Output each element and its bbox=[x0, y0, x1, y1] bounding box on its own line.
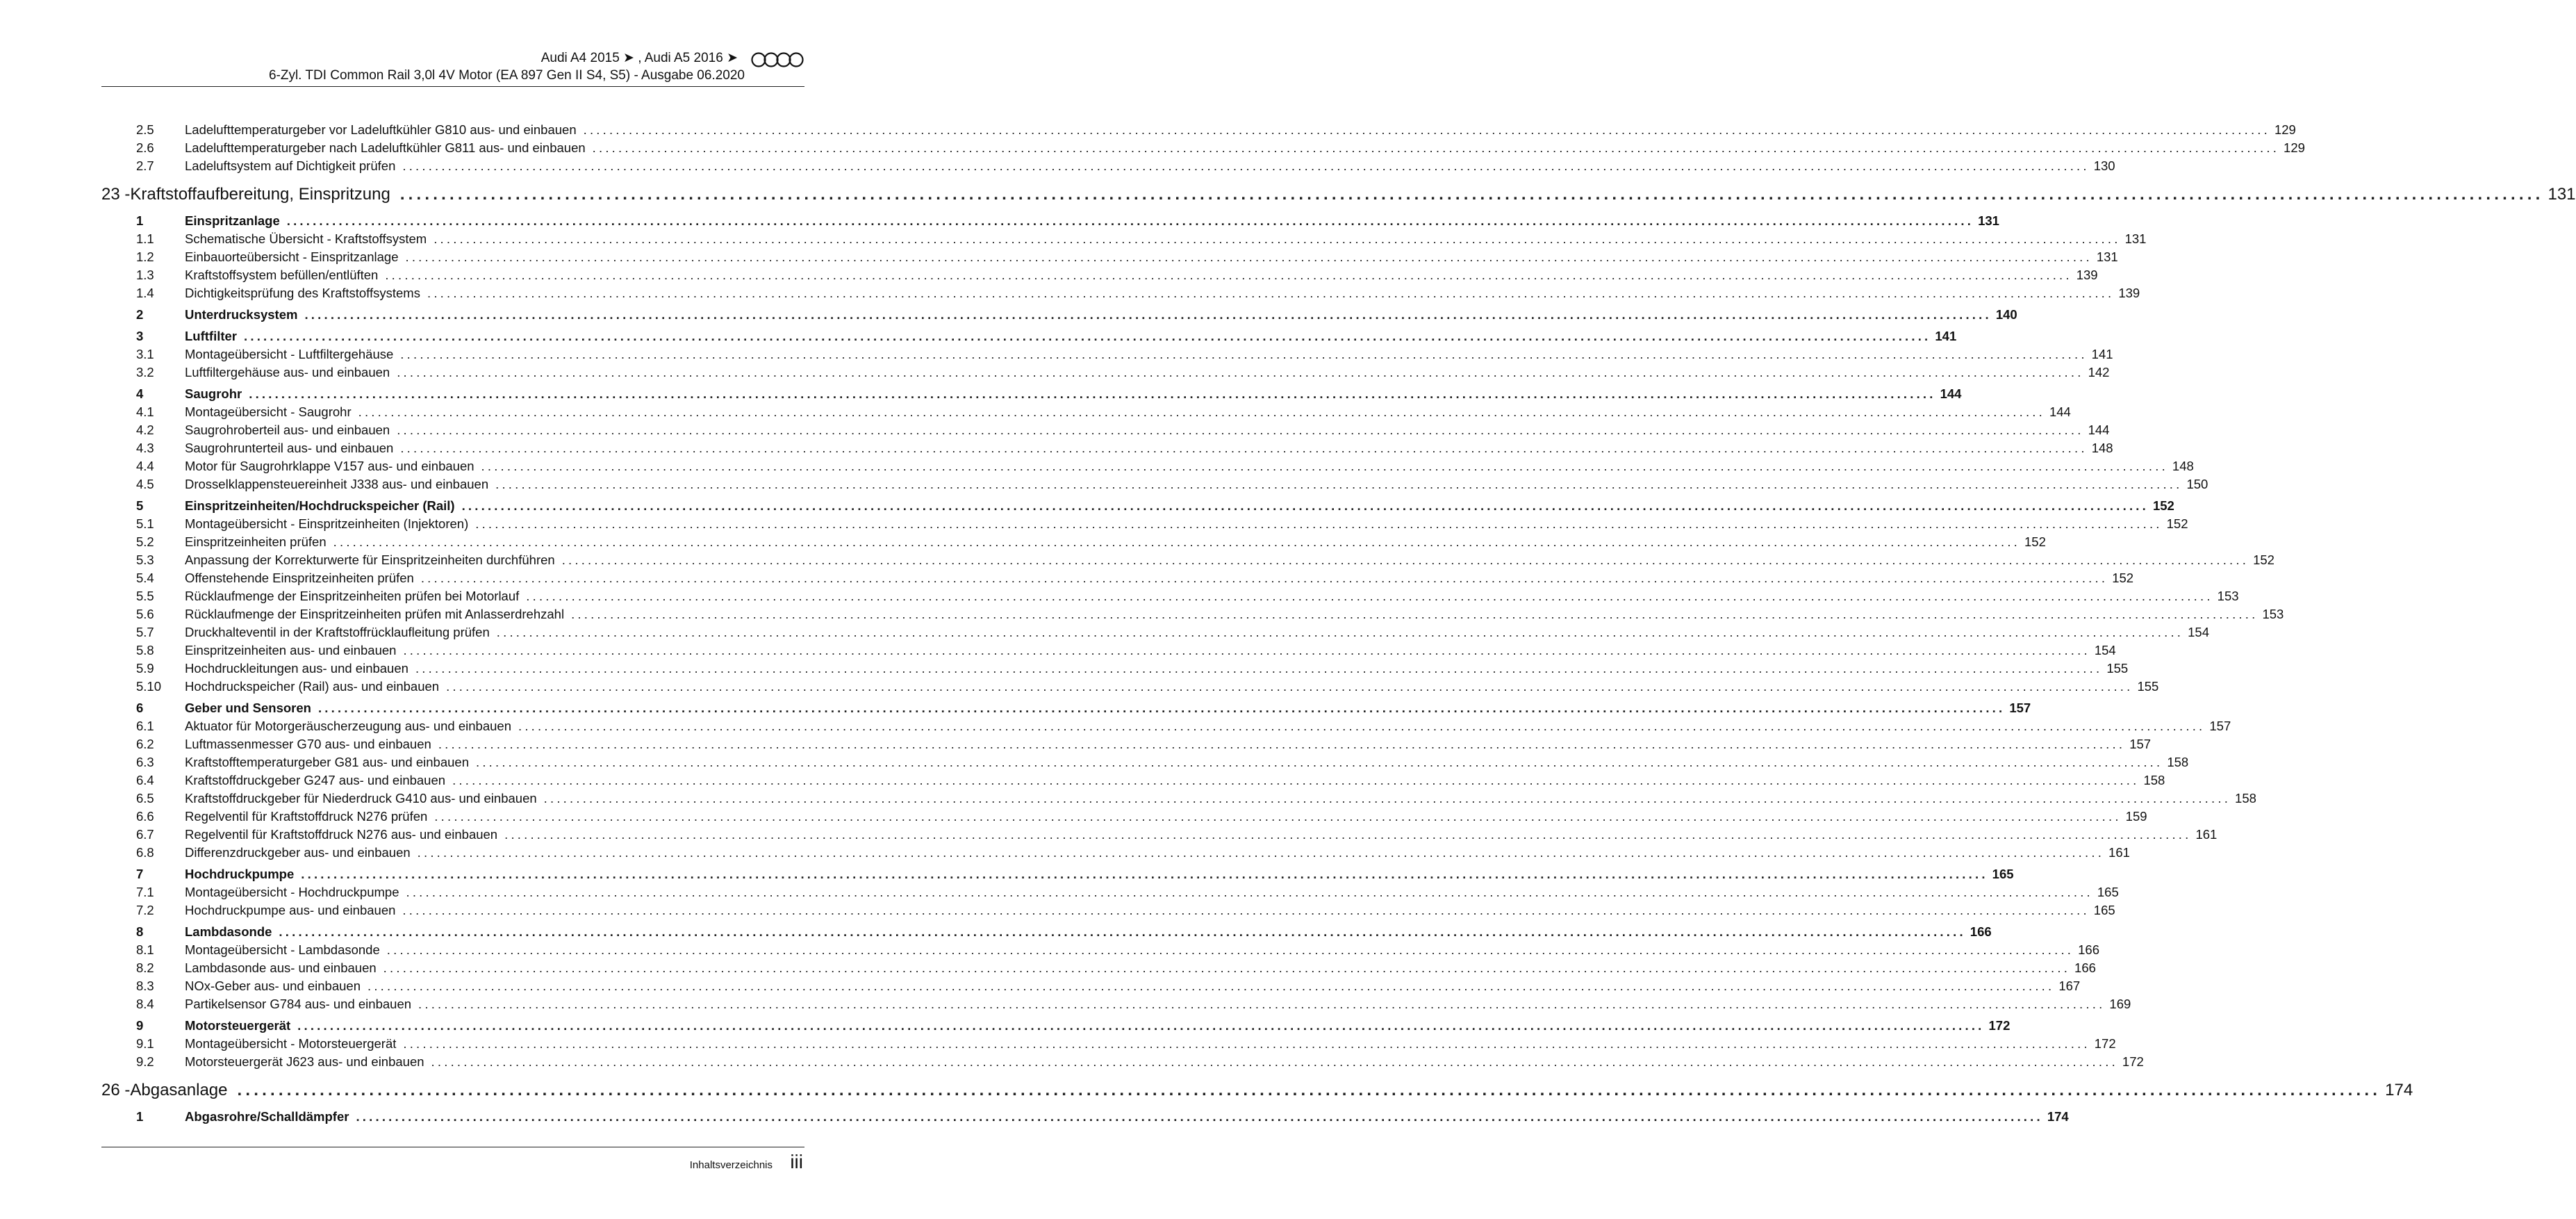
toc-entry-page: 131 bbox=[2124, 231, 2147, 246]
toc-entry-number: 5.3 bbox=[136, 553, 154, 567]
toc-entry-title: Ladelufttemperaturgeber vor Ladeluftkühler G810 aus- und einbauen bbox=[185, 122, 577, 137]
toc-entry-page: 172 bbox=[1988, 1018, 2011, 1033]
toc-entry-page: 158 bbox=[2235, 791, 2256, 805]
toc-entry-number: 4.3 bbox=[136, 441, 154, 455]
toc-dot-leader: .................................................................................................................................................................................................................................................................... bbox=[481, 459, 2168, 473]
toc-subsection-row[interactable] bbox=[101, 140, 2305, 158]
toc-dot-leader: .................................................................................................................................................................................................................................................................... bbox=[386, 942, 2074, 957]
toc-section-row[interactable] bbox=[101, 213, 1999, 231]
toc-entry-number: 4.5 bbox=[136, 477, 154, 491]
toc-entry-page: 161 bbox=[2195, 827, 2218, 842]
toc-subsection-row[interactable] bbox=[101, 404, 2071, 423]
toc-entry-title: Anpassung der Korrekturwerte für Einspritzeinheiten durchführen bbox=[185, 553, 555, 567]
toc-subsection-row[interactable] bbox=[101, 625, 2210, 643]
toc-dot-leader: .................................................................................................................................................................................................................................................................... bbox=[415, 661, 2103, 676]
header-divider bbox=[101, 86, 804, 87]
toc-subsection-row[interactable] bbox=[101, 661, 2129, 679]
toc-entry-title: Aktuator für Motorgeräuscherzeugung aus- und einbauen bbox=[185, 719, 511, 733]
toc-entry-title: Kraftstoffaufbereitung, Einspritzung bbox=[130, 185, 390, 204]
toc-subsection-row[interactable] bbox=[101, 158, 2115, 177]
toc-entry-page: 166 bbox=[2074, 960, 2096, 975]
toc-entry-number: 3.1 bbox=[136, 347, 154, 361]
toc-entry-page: 165 bbox=[2093, 903, 2115, 917]
toc-dot-leader: .................................................................................................................................................................................................................................................................... bbox=[561, 553, 2249, 567]
toc-subsection-row[interactable] bbox=[101, 231, 2147, 249]
toc-section-row[interactable] bbox=[101, 701, 2031, 719]
toc-subsection-row[interactable] bbox=[101, 960, 2096, 979]
toc-dot-leader: .................................................................................................................................................................................................................................................................... bbox=[496, 625, 2184, 639]
toc-entry-page: 165 bbox=[2097, 885, 2119, 899]
toc-entry-number: 5.6 bbox=[136, 607, 154, 621]
toc-entry-title: Lambdasonde aus- und einbauen bbox=[185, 960, 377, 975]
toc-entry-number: 5.7 bbox=[136, 625, 154, 639]
toc-chapter-row[interactable] bbox=[101, 1081, 2413, 1106]
toc-entry-title: Kraftstoffdruckgeber G247 aus- und einbauen bbox=[185, 773, 446, 787]
toc-dot-leader: .................................................................................................................................................................................................................................................................... bbox=[399, 185, 2544, 204]
toc-entry-title: Rücklaufmenge der Einspritzeinheiten prüfen bei Motorlauf bbox=[185, 589, 520, 603]
toc-entry-title: Einspritzeinheiten/Hochdruckspeicher (Rail) bbox=[185, 498, 455, 513]
toc-entry-title: Einspritzeinheiten prüfen bbox=[185, 534, 327, 549]
toc-entry-title: Luftmassenmesser G70 aus- und einbauen bbox=[185, 737, 431, 751]
toc-subsection-row[interactable] bbox=[101, 441, 2113, 459]
toc-entry-title: Differenzdruckgeber aus- und einbauen bbox=[185, 845, 411, 860]
toc-entry-number: 9.1 bbox=[136, 1036, 154, 1051]
toc-entry-page: 154 bbox=[2094, 643, 2116, 657]
toc-entry-page: 148 bbox=[2172, 459, 2194, 473]
toc-entry-title: Geber und Sensoren bbox=[185, 701, 311, 715]
toc-chapter-row[interactable] bbox=[101, 185, 2576, 210]
toc-dot-leader: .................................................................................................................................................................................................................................................................... bbox=[434, 231, 2121, 246]
toc-entry-page: 129 bbox=[2284, 140, 2305, 155]
toc-dot-leader: .................................................................................................................................................................................................................................................................... bbox=[526, 589, 2213, 603]
toc-dot-leader: .................................................................................................................................................................................................................................................................... bbox=[417, 845, 2105, 860]
toc-dot-leader: .................................................................................................................................................................................................................................................................... bbox=[475, 755, 2163, 769]
toc-dot-leader: .................................................................................................................................................................................................................................................................... bbox=[583, 122, 2270, 137]
toc-entry-title: Abgasrohre/Schalldämpfer bbox=[185, 1109, 349, 1124]
toc-entry-title: Montageübersicht - Einspritzeinheiten (Injektoren) bbox=[185, 516, 469, 531]
toc-dot-leader: .................................................................................................................................................................................................................................................................... bbox=[279, 924, 1966, 939]
toc-entry-title: Offenstehende Einspritzeinheiten prüfen bbox=[185, 571, 414, 585]
toc-subsection-row[interactable] bbox=[101, 997, 2131, 1015]
toc-entry-title: Unterdrucksystem bbox=[185, 307, 298, 322]
toc-entry-number: 5.2 bbox=[136, 534, 154, 549]
toc-entry-page: 148 bbox=[2091, 441, 2113, 455]
toc-entry-page: 150 bbox=[2186, 477, 2208, 491]
toc-entry-title: Montageübersicht - Lambdasonde bbox=[185, 942, 380, 957]
toc-entry-number: 2 bbox=[136, 307, 144, 322]
toc-entry-page: 142 bbox=[2088, 365, 2110, 379]
toc-section-row[interactable] bbox=[101, 1109, 2069, 1127]
toc-dot-leader: .................................................................................................................................................................................................................................................................... bbox=[446, 679, 2133, 694]
toc-entry-number: 4.4 bbox=[136, 459, 154, 473]
toc-subsection-row[interactable] bbox=[101, 286, 2140, 304]
toc-entry-page: 161 bbox=[2108, 845, 2130, 860]
toc-entry-title: Montageübersicht - Hochdruckpumpe bbox=[185, 885, 399, 899]
toc-entry-title: Luftfilter bbox=[185, 329, 238, 343]
toc-entry-number: 1 bbox=[136, 213, 144, 228]
toc-entry-title: Ladeluftsystem auf Dichtigkeit prüfen bbox=[185, 158, 396, 173]
toc-entry-title: Drosselklappensteuereinheit J338 aus- und einbauen bbox=[185, 477, 489, 491]
toc-entry-title: Luftfiltergehäuse aus- und einbauen bbox=[185, 365, 390, 379]
toc-subsection-row[interactable] bbox=[101, 737, 2152, 755]
toc-subsection-row[interactable] bbox=[101, 347, 2113, 365]
toc-section-row[interactable] bbox=[101, 386, 1962, 404]
toc-subsection-row[interactable] bbox=[101, 809, 2147, 827]
toc-entry-number: 26 - bbox=[101, 1081, 131, 1099]
toc-dot-leader: .................................................................................................................................................................................................................................................................... bbox=[452, 773, 2140, 787]
toc-dot-leader: .................................................................................................................................................................................................................................................................... bbox=[475, 516, 2163, 531]
toc-entry-page: 155 bbox=[2106, 661, 2129, 676]
toc-entry-page: 131 bbox=[2548, 185, 2576, 204]
toc-dot-leader: .................................................................................................................................................................................................................................................................... bbox=[367, 979, 2055, 993]
toc-entry-title: Dichtigkeitsprüfung des Kraftstoffsystems bbox=[185, 286, 420, 300]
toc-dot-leader: .................................................................................................................................................................................................................................................................... bbox=[301, 867, 1988, 881]
toc-subsection-row[interactable] bbox=[101, 791, 2256, 809]
toc-subsection-row[interactable] bbox=[101, 607, 2284, 625]
toc-dot-leader: .................................................................................................................................................................................................................................................................... bbox=[297, 1018, 1985, 1033]
toc-entry-page: 141 bbox=[2091, 347, 2113, 361]
toc-section-row[interactable] bbox=[101, 867, 2014, 885]
toc-entry-number: 6.4 bbox=[136, 773, 154, 787]
toc-entry-number: 4.1 bbox=[136, 404, 154, 419]
toc-dot-leader: .................................................................................................................................................................................................................................................................... bbox=[403, 643, 2090, 657]
toc-entry-page: 174 bbox=[2047, 1109, 2069, 1124]
toc-dot-leader: .................................................................................................................................................................................................................................................................... bbox=[571, 607, 2259, 621]
toc-dot-leader: .................................................................................................................................................................................................................................................................... bbox=[237, 1081, 2381, 1099]
toc-entry-page: 152 bbox=[2152, 498, 2174, 513]
toc-entry-number: 2.7 bbox=[136, 158, 154, 173]
toc-entry-page: 130 bbox=[2093, 158, 2115, 173]
toc-dot-leader: .................................................................................................................................................................................................................................................................... bbox=[402, 158, 2090, 173]
toc-entry-page: 174 bbox=[2385, 1081, 2413, 1099]
toc-dot-leader: .................................................................................................................................................................................................................................................................... bbox=[405, 249, 2092, 264]
toc-entry-page: 140 bbox=[1995, 307, 2017, 322]
toc-entry-title: Montageübersicht - Saugrohr bbox=[185, 404, 352, 419]
toc-entry-title: Hochdruckspeicher (Rail) aus- und einbauen bbox=[185, 679, 440, 694]
toc-entry-title: Abgasanlage bbox=[130, 1081, 228, 1099]
toc-entry-number: 4 bbox=[136, 386, 144, 401]
toc-entry-page: 152 bbox=[2112, 571, 2134, 585]
toc-entry-title: Regelventil für Kraftstoffdruck N276 aus- und einbauen bbox=[185, 827, 498, 842]
toc-dot-leader: .................................................................................................................................................................................................................................................................... bbox=[333, 534, 2021, 549]
toc-entry-page: 172 bbox=[2122, 1054, 2144, 1069]
toc-entry-page: 152 bbox=[2253, 553, 2274, 567]
toc-entry-title: Hochdruckpumpe aus- und einbauen bbox=[185, 903, 396, 917]
toc-entry-number: 2.6 bbox=[136, 140, 154, 155]
toc-dot-leader: .................................................................................................................................................................................................................................................................... bbox=[438, 737, 2126, 751]
toc-entry-number: 6.2 bbox=[136, 737, 154, 751]
toc-entry-page: 153 bbox=[2217, 589, 2239, 603]
toc-entry-number: 1.2 bbox=[136, 249, 154, 264]
toc-subsection-row[interactable] bbox=[101, 1054, 2144, 1072]
toc-section-row[interactable] bbox=[101, 307, 2017, 325]
toc-entry-page: 139 bbox=[2118, 286, 2140, 300]
toc-dot-leader: .................................................................................................................................................................................................................................................................... bbox=[461, 498, 2149, 513]
toc-dot-leader: .................................................................................................................................................................................................................................................................... bbox=[543, 791, 2231, 805]
four-rings-logo-icon bbox=[750, 51, 804, 68]
toc-entry-number: 5.1 bbox=[136, 516, 154, 531]
toc-subsection-row[interactable] bbox=[101, 679, 2159, 697]
toc-subsection-row[interactable] bbox=[101, 719, 2231, 737]
toc-entry-number: 8 bbox=[136, 924, 144, 939]
toc-subsection-row[interactable] bbox=[101, 571, 2134, 589]
toc-entry-title: Partikelsensor G784 aus- und einbauen bbox=[185, 997, 412, 1011]
toc-dot-leader: .................................................................................................................................................................................................................................................................... bbox=[244, 329, 1931, 343]
toc-entry-number: 6 bbox=[136, 701, 144, 715]
toc-entry-number: 3 bbox=[136, 329, 144, 343]
toc-dot-leader: .................................................................................................................................................................................................................................................................... bbox=[495, 477, 2183, 491]
toc-subsection-row[interactable] bbox=[101, 553, 2274, 571]
toc-entry-title: Motor für Saugrohrklappe V157 aus- und einbauen bbox=[185, 459, 474, 473]
toc-dot-leader: .................................................................................................................................................................................................................................................................... bbox=[400, 441, 2088, 455]
toc-dot-leader: .................................................................................................................................................................................................................................................................... bbox=[427, 286, 2115, 300]
toc-entry-page: 166 bbox=[1970, 924, 1992, 939]
toc-entry-number: 1 bbox=[136, 1109, 144, 1124]
toc-dot-leader: .................................................................................................................................................................................................................................................................... bbox=[504, 827, 2192, 842]
toc-subsection-row[interactable] bbox=[101, 249, 2118, 268]
toc-entry-number: 7 bbox=[136, 867, 144, 881]
toc-entry-number: 23 - bbox=[101, 185, 131, 204]
toc-entry-number: 8.1 bbox=[136, 942, 154, 957]
toc-entry-number: 6.3 bbox=[136, 755, 154, 769]
toc-dot-leader: .................................................................................................................................................................................................................................................................... bbox=[397, 365, 2084, 379]
toc-entry-number: 8.4 bbox=[136, 997, 154, 1011]
toc-entry-page: 155 bbox=[2137, 679, 2159, 694]
toc-entry-title: NOx-Geber aus- und einbauen bbox=[185, 979, 361, 993]
toc-subsection-row[interactable] bbox=[101, 942, 2100, 960]
toc-entry-number: 1.3 bbox=[136, 268, 154, 282]
toc-entry-number: 6.6 bbox=[136, 809, 154, 824]
toc-entry-title: Schematische Übersicht - Kraftstoffsystem bbox=[185, 231, 427, 246]
toc-entry-title: Saugrohr bbox=[185, 386, 242, 401]
toc-entry-number: 3.2 bbox=[136, 365, 154, 379]
toc-dot-leader: .................................................................................................................................................................................................................................................................... bbox=[383, 960, 2071, 975]
toc-entry-number: 7.1 bbox=[136, 885, 154, 899]
toc-entry-title: Montageübersicht - Luftfiltergehäuse bbox=[185, 347, 394, 361]
toc-entry-page: 154 bbox=[2188, 625, 2210, 639]
toc-entry-page: 157 bbox=[2009, 701, 2031, 715]
header-vehicle-models: Audi A4 2015 ➤ , Audi A5 2016 ➤ bbox=[540, 51, 738, 65]
toc-entry-page: 159 bbox=[2125, 809, 2147, 824]
header-engine-description: 6-Zyl. TDI Common Rail 3,0l 4V Motor (EA 897 Gen II S4, S5) - Ausgabe 06.2020 bbox=[268, 68, 745, 83]
toc-entry-number: 9 bbox=[136, 1018, 144, 1033]
toc-section-row[interactable] bbox=[101, 924, 1992, 942]
toc-entry-title: Kraftstoffsystem befüllen/entlüften bbox=[185, 268, 379, 282]
toc-dot-leader: .................................................................................................................................................................................................................................................................... bbox=[402, 903, 2090, 917]
toc-dot-leader: .................................................................................................................................................................................................................................................................... bbox=[385, 268, 2072, 282]
toc-entry-title: Regelventil für Kraftstoffdruck N276 prüfen bbox=[185, 809, 428, 824]
toc-subsection-row[interactable] bbox=[101, 1036, 2116, 1054]
toc-subsection-row[interactable] bbox=[101, 459, 2194, 477]
toc-entry-number: 6.7 bbox=[136, 827, 154, 842]
toc-entry-number: 7.2 bbox=[136, 903, 154, 917]
toc-entry-page: 165 bbox=[1992, 867, 2014, 881]
toc-subsection-row[interactable] bbox=[101, 477, 2208, 495]
toc-dot-leader: .................................................................................................................................................................................................................................................................... bbox=[434, 809, 2122, 824]
toc-entry-number: 5.5 bbox=[136, 589, 154, 603]
toc-entry-title: Kraftstoffdruckgeber für Niederdruck G410 aus- und einbauen bbox=[185, 791, 537, 805]
toc-entry-title: Motorsteuergerät bbox=[185, 1018, 291, 1033]
toc-subsection-row[interactable] bbox=[101, 885, 2119, 903]
toc-entry-number: 5.4 bbox=[136, 571, 154, 585]
toc-dot-leader: .................................................................................................................................................................................................................................................................... bbox=[356, 1109, 2043, 1124]
toc-entry-page: 131 bbox=[2096, 249, 2118, 264]
toc-dot-leader: .................................................................................................................................................................................................................................................................... bbox=[358, 404, 2045, 419]
toc-subsection-row[interactable] bbox=[101, 122, 2296, 140]
toc-dot-leader: .................................................................................................................................................................................................................................................................... bbox=[406, 885, 2093, 899]
toc-dot-leader: .................................................................................................................................................................................................................................................................... bbox=[418, 997, 2106, 1011]
toc-entry-number: 9.2 bbox=[136, 1054, 154, 1069]
toc-entry-number: 4.2 bbox=[136, 423, 154, 437]
page-header bbox=[101, 49, 804, 88]
toc-section-row[interactable] bbox=[101, 1018, 2011, 1036]
toc-entry-page: 144 bbox=[2049, 404, 2071, 419]
toc-entry-page: 169 bbox=[2109, 997, 2131, 1011]
toc-entry-page: 172 bbox=[2094, 1036, 2116, 1051]
toc-subsection-row[interactable] bbox=[101, 516, 2188, 534]
toc-subsection-row[interactable] bbox=[101, 979, 2081, 997]
toc-entry-title: Montageübersicht - Motorsteuergerät bbox=[185, 1036, 397, 1051]
toc-entry-number: 5.10 bbox=[136, 679, 162, 694]
toc-subsection-row[interactable] bbox=[101, 423, 2110, 441]
toc-dot-leader: .................................................................................................................................................................................................................................................................... bbox=[403, 1036, 2090, 1051]
footer-page-number: iii bbox=[790, 1151, 803, 1172]
toc-dot-leader: .................................................................................................................................................................................................................................................................... bbox=[286, 213, 1974, 228]
toc-entry-title: Saugrohroberteil aus- und einbauen bbox=[185, 423, 390, 437]
toc-entry-number: 1.1 bbox=[136, 231, 154, 246]
toc-entry-page: 129 bbox=[2274, 122, 2296, 137]
toc-dot-leader: .................................................................................................................................................................................................................................................................... bbox=[518, 719, 2206, 733]
toc-entry-title: Motorsteuergerät J623 aus- und einbauen bbox=[185, 1054, 424, 1069]
toc-subsection-row[interactable] bbox=[101, 773, 2165, 791]
toc-entry-title: Ladelufttemperaturgeber nach Ladeluftkühler G811 aus- und einbauen bbox=[185, 140, 586, 155]
toc-subsection-row[interactable] bbox=[101, 268, 2098, 286]
toc-entry-page: 131 bbox=[1978, 213, 1999, 228]
toc-subsection-row[interactable] bbox=[101, 827, 2218, 845]
toc-entry-title: Kraftstofftemperaturgeber G81 aus- und einbauen bbox=[185, 755, 469, 769]
toc-entry-page: 157 bbox=[2129, 737, 2152, 751]
toc-subsection-row[interactable] bbox=[101, 365, 2110, 383]
footer-section-label: Inhaltsverzeichnis bbox=[689, 1159, 773, 1171]
toc-dot-leader: .................................................................................................................................................................................................................................................................... bbox=[397, 423, 2084, 437]
toc-entry-number: 8.3 bbox=[136, 979, 154, 993]
toc-dot-leader: .................................................................................................................................................................................................................................................................... bbox=[420, 571, 2108, 585]
toc-entry-number: 5.9 bbox=[136, 661, 154, 676]
toc-entry-page: 166 bbox=[2078, 942, 2100, 957]
toc-entry-title: Lambdasonde bbox=[185, 924, 272, 939]
toc-entry-title: Einspritzeinheiten aus- und einbauen bbox=[185, 643, 397, 657]
toc-dot-leader: .................................................................................................................................................................................................................................................................... bbox=[304, 307, 1992, 322]
toc-entry-title: Einbauorteübersicht - Einspritzanlage bbox=[185, 249, 399, 264]
toc-entry-page: 141 bbox=[1935, 329, 1957, 343]
toc-entry-page: 152 bbox=[2166, 516, 2188, 531]
toc-dot-leader: .................................................................................................................................................................................................................................................................... bbox=[400, 347, 2088, 361]
toc-entry-number: 5 bbox=[136, 498, 144, 513]
toc-subsection-row[interactable] bbox=[101, 643, 2116, 661]
toc-entry-title: Rücklaufmenge der Einspritzeinheiten prüfen mit Anlasserdrehzahl bbox=[185, 607, 565, 621]
toc-subsection-row[interactable] bbox=[101, 589, 2239, 607]
table-of-contents bbox=[101, 122, 2576, 1127]
toc-entry-title: Hochdruckleitungen aus- und einbauen bbox=[185, 661, 408, 676]
toc-entry-page: 153 bbox=[2262, 607, 2284, 621]
toc-entry-page: 167 bbox=[2058, 979, 2081, 993]
toc-entry-title: Hochdruckpumpe bbox=[185, 867, 295, 881]
toc-entry-page: 139 bbox=[2076, 268, 2098, 282]
toc-entry-number: 5.8 bbox=[136, 643, 154, 657]
toc-entry-number: 8.2 bbox=[136, 960, 154, 975]
toc-entry-page: 157 bbox=[2209, 719, 2231, 733]
toc-dot-leader: .................................................................................................................................................................................................................................................................... bbox=[431, 1054, 2118, 1069]
toc-section-row[interactable] bbox=[101, 329, 1957, 347]
toc-entry-number: 1.4 bbox=[136, 286, 154, 300]
toc-entry-title: Druckhalteventil in der Kraftstoffrücklaufleitung prüfen bbox=[185, 625, 490, 639]
toc-subsection-row[interactable] bbox=[101, 903, 2115, 921]
toc-entry-page: 144 bbox=[1940, 386, 1962, 401]
toc-dot-leader: .................................................................................................................................................................................................................................................................... bbox=[249, 386, 1936, 401]
toc-entry-page: 158 bbox=[2167, 755, 2189, 769]
toc-entry-number: 6.8 bbox=[136, 845, 154, 860]
toc-subsection-row[interactable] bbox=[101, 534, 2046, 553]
toc-entry-page: 158 bbox=[2143, 773, 2165, 787]
toc-entry-number: 6.1 bbox=[136, 719, 154, 733]
toc-entry-number: 6.5 bbox=[136, 791, 154, 805]
toc-subsection-row[interactable] bbox=[101, 755, 2189, 773]
toc-subsection-row[interactable] bbox=[101, 845, 2130, 863]
toc-section-row[interactable] bbox=[101, 498, 2174, 516]
toc-entry-number: 2.5 bbox=[136, 122, 154, 137]
toc-entry-title: Einspritzanlage bbox=[185, 213, 280, 228]
toc-entry-page: 152 bbox=[2024, 534, 2046, 549]
toc-entry-page: 144 bbox=[2088, 423, 2110, 437]
toc-dot-leader: .................................................................................................................................................................................................................................................................... bbox=[317, 701, 2006, 715]
toc-entry-title: Saugrohrunterteil aus- und einbauen bbox=[185, 441, 394, 455]
toc-dot-leader: .................................................................................................................................................................................................................................................................... bbox=[592, 140, 2280, 155]
